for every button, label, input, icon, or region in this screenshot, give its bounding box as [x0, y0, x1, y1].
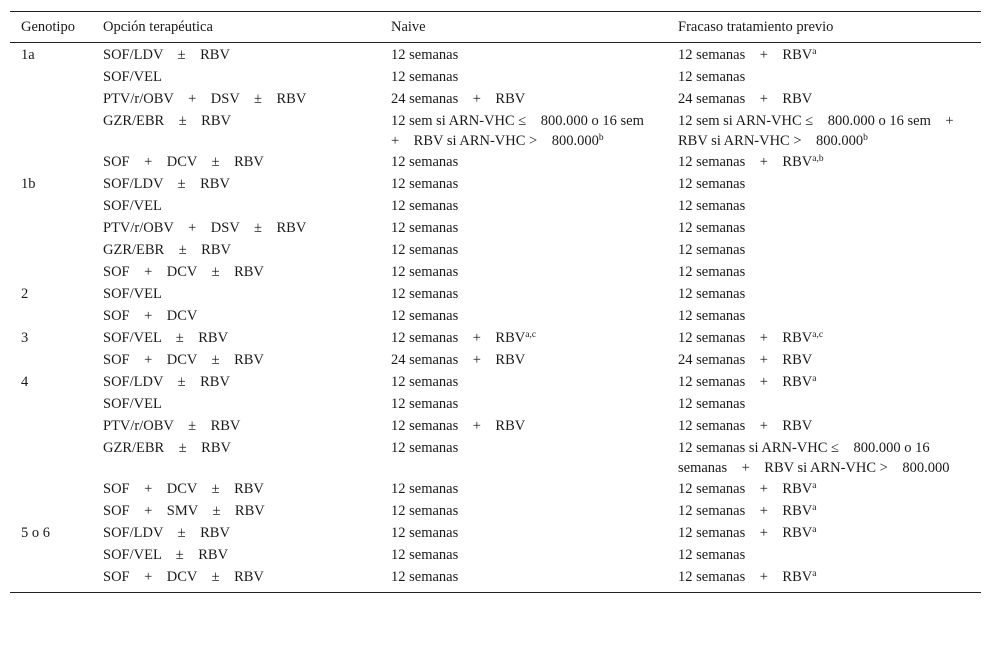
genotype-cell-text: 4	[21, 374, 29, 390]
therapeutic-option-cell-text: PTV/r/OBV ± RBV	[103, 418, 241, 434]
table-row	[10, 437, 981, 478]
header-opcion-terapeutica: Opción terapéutica	[92, 12, 380, 43]
previous-treatment-cell	[667, 151, 981, 173]
table-row	[10, 261, 981, 283]
previous-treatment-cell-text: 12 semanas + RBV	[678, 569, 813, 585]
previous-treatment-cell-text: 12 semanas + RBV	[678, 525, 813, 541]
genotype-cell	[10, 327, 92, 349]
footnote-marker: a	[812, 503, 817, 513]
naive-cell-text: 24 semanas + RBV	[391, 352, 526, 368]
table-row	[10, 66, 981, 88]
therapeutic-option-cell-text: SOF + DCV ± RBV	[103, 352, 264, 368]
previous-treatment-cell	[667, 544, 981, 566]
naive-cell	[380, 393, 667, 415]
naive-cell	[380, 327, 667, 349]
naive-cell-text: 12 semanas	[391, 569, 459, 585]
therapeutic-option-cell	[92, 283, 380, 305]
therapeutic-option-cell-text: SOF/LDV ± RBV	[103, 525, 230, 541]
therapeutic-option-cell	[92, 371, 380, 393]
table-row	[10, 239, 981, 261]
footnote-marker: a	[812, 374, 817, 384]
previous-treatment-cell-text: 12 semanas	[678, 547, 746, 563]
table-row	[10, 522, 981, 544]
genotype-cell	[10, 88, 92, 110]
table-row	[10, 305, 981, 327]
therapeutic-option-cell-text: SOF/LDV ± RBV	[103, 374, 230, 390]
table-row	[10, 195, 981, 217]
therapeutic-option-cell-text: SOF/LDV ± RBV	[103, 176, 230, 192]
naive-cell-text: 12 semanas	[391, 242, 459, 258]
table-row	[10, 327, 981, 349]
genotype-cell	[10, 217, 92, 239]
previous-treatment-cell-text: 12 semanas	[678, 308, 746, 324]
therapeutic-option-cell-text: SOF + SMV ± RBV	[103, 503, 265, 519]
treatment-table	[10, 11, 981, 593]
previous-treatment-cell-text: 12 semanas	[678, 396, 746, 412]
naive-cell	[380, 437, 667, 478]
previous-treatment-cell	[667, 371, 981, 393]
therapeutic-option-cell	[92, 66, 380, 88]
table-row	[10, 415, 981, 437]
naive-cell-text: 12 semanas	[391, 264, 459, 280]
previous-treatment-cell-text: 12 semanas + RBV	[678, 47, 813, 63]
table-row	[10, 217, 981, 239]
footnote-marker: b	[598, 133, 604, 143]
naive-cell-text: 12 semanas	[391, 547, 459, 563]
naive-cell	[380, 66, 667, 88]
naive-cell	[380, 110, 667, 151]
previous-treatment-cell-text: 12 semanas + RBV	[678, 374, 813, 390]
table-row	[10, 393, 981, 415]
therapeutic-option-cell	[92, 566, 380, 593]
naive-cell-text: 12 semanas	[391, 198, 459, 214]
therapeutic-option-cell	[92, 349, 380, 371]
table-row	[10, 371, 981, 393]
naive-cell	[380, 173, 667, 195]
footnote-marker: a,b	[812, 154, 824, 164]
naive-cell-text: 12 sem si ARN-VHC ≤ 800.000 o 16 sem + RBV si ARN-VHC > 800.000	[391, 113, 659, 149]
table-row	[10, 43, 981, 67]
naive-cell	[380, 349, 667, 371]
footnote-marker: a	[812, 481, 817, 491]
previous-treatment-cell	[667, 43, 981, 67]
genotype-cell	[10, 66, 92, 88]
naive-cell-text: 12 semanas + RBV	[391, 418, 526, 434]
previous-treatment-cell	[667, 283, 981, 305]
therapeutic-option-cell-text: SOF/VEL	[103, 286, 162, 302]
genotype-cell	[10, 522, 92, 544]
genotype-cell	[10, 415, 92, 437]
naive-cell	[380, 151, 667, 173]
naive-cell	[380, 371, 667, 393]
therapeutic-option-cell-text: PTV/r/OBV + DSV ± RBV	[103, 91, 307, 107]
naive-cell-text: 12 semanas	[391, 396, 459, 412]
previous-treatment-cell	[667, 66, 981, 88]
therapeutic-option-cell-text: SOF + DCV ± RBV	[103, 569, 264, 585]
naive-cell-text: 24 semanas + RBV	[391, 91, 526, 107]
genotype-cell	[10, 349, 92, 371]
genotype-cell	[10, 371, 92, 393]
genotype-cell	[10, 173, 92, 195]
previous-treatment-cell	[667, 217, 981, 239]
table-row	[10, 283, 981, 305]
previous-treatment-cell-text: 12 semanas + RBV	[678, 503, 813, 519]
genotype-cell	[10, 566, 92, 593]
footnote-marker: a,c	[812, 330, 824, 340]
therapeutic-option-cell	[92, 173, 380, 195]
naive-cell-text: 12 semanas	[391, 525, 459, 541]
naive-cell-text: 12 semanas	[391, 440, 459, 456]
previous-treatment-cell	[667, 88, 981, 110]
therapeutic-option-cell	[92, 393, 380, 415]
therapeutic-option-cell	[92, 110, 380, 151]
therapeutic-option-cell-text: SOF/VEL ± RBV	[103, 547, 229, 563]
therapeutic-option-cell-text: SOF + DCV ± RBV	[103, 264, 264, 280]
header-naive: Naive	[380, 12, 667, 43]
therapeutic-option-cell	[92, 478, 380, 500]
table-row	[10, 349, 981, 371]
previous-treatment-cell-text: 24 semanas + RBV	[678, 352, 813, 368]
therapeutic-option-cell	[92, 151, 380, 173]
previous-treatment-cell	[667, 415, 981, 437]
previous-treatment-cell	[667, 195, 981, 217]
therapeutic-option-cell	[92, 544, 380, 566]
genotype-cell-text: 1a	[21, 47, 35, 63]
previous-treatment-cell-text: 12 semanas	[678, 220, 746, 236]
previous-treatment-cell	[667, 173, 981, 195]
previous-treatment-cell-text: 12 semanas + RBV	[678, 330, 813, 346]
previous-treatment-cell-text: 12 semanas + RBV	[678, 481, 813, 497]
naive-cell-text: 12 semanas	[391, 47, 459, 63]
naive-cell	[380, 239, 667, 261]
therapeutic-option-cell-text: SOF/VEL ± RBV	[103, 330, 229, 346]
naive-cell-text: 12 semanas	[391, 286, 459, 302]
table-row	[10, 151, 981, 173]
previous-treatment-cell	[667, 261, 981, 283]
previous-treatment-cell	[667, 305, 981, 327]
genotype-cell-text: 3	[21, 330, 29, 346]
naive-cell	[380, 195, 667, 217]
previous-treatment-cell-text: 12 semanas si ARN-VHC ≤ 800.000 o 16 semanas + RBV si ARN-VHC > 800.000	[678, 440, 950, 476]
naive-cell-text: 12 semanas	[391, 176, 459, 192]
therapeutic-option-cell-text: GZR/EBR ± RBV	[103, 440, 232, 456]
naive-cell	[380, 283, 667, 305]
genotype-cell	[10, 544, 92, 566]
therapeutic-option-cell-text: PTV/r/OBV + DSV ± RBV	[103, 220, 307, 236]
previous-treatment-cell	[667, 110, 981, 151]
previous-treatment-cell-text: 12 semanas + RBV	[678, 418, 813, 434]
therapeutic-option-cell-text: SOF + DCV ± RBV	[103, 154, 264, 170]
genotype-cell-text: 1b	[21, 176, 36, 192]
table-body	[10, 43, 981, 593]
therapeutic-option-cell	[92, 195, 380, 217]
naive-cell-text: 12 semanas	[391, 503, 459, 519]
therapeutic-option-cell	[92, 305, 380, 327]
genotype-cell-text: 2	[21, 286, 29, 302]
naive-cell	[380, 43, 667, 67]
header-genotipo: Genotipo	[10, 12, 92, 43]
therapeutic-option-cell	[92, 327, 380, 349]
therapeutic-option-cell-text: SOF/VEL	[103, 198, 162, 214]
therapeutic-option-cell-text: SOF + DCV	[103, 308, 198, 324]
naive-cell	[380, 566, 667, 593]
therapeutic-option-cell-text: SOF/VEL	[103, 396, 162, 412]
previous-treatment-cell	[667, 393, 981, 415]
naive-cell	[380, 88, 667, 110]
genotype-cell	[10, 43, 92, 67]
genotype-cell	[10, 151, 92, 173]
genotype-cell	[10, 261, 92, 283]
therapeutic-option-cell-text: SOF + DCV ± RBV	[103, 481, 264, 497]
genotype-cell	[10, 283, 92, 305]
genotype-cell	[10, 305, 92, 327]
therapeutic-option-cell	[92, 522, 380, 544]
therapeutic-option-cell	[92, 500, 380, 522]
header-fracaso-tratamiento-previo: Fracaso tratamiento previo	[667, 12, 981, 43]
naive-cell	[380, 261, 667, 283]
table-row	[10, 500, 981, 522]
genotype-cell	[10, 110, 92, 151]
genotype-cell	[10, 239, 92, 261]
previous-treatment-cell-text: 12 semanas	[678, 69, 746, 85]
naive-cell-text: 12 semanas	[391, 374, 459, 390]
naive-cell	[380, 544, 667, 566]
therapeutic-option-cell	[92, 217, 380, 239]
naive-cell-text: 12 semanas + RBV	[391, 330, 526, 346]
therapeutic-option-cell	[92, 415, 380, 437]
table-header	[10, 12, 981, 43]
previous-treatment-cell	[667, 349, 981, 371]
therapeutic-option-cell	[92, 43, 380, 67]
genotype-cell	[10, 500, 92, 522]
previous-treatment-cell-text: 12 semanas	[678, 264, 746, 280]
genotype-cell	[10, 393, 92, 415]
naive-cell	[380, 522, 667, 544]
naive-cell-text: 12 semanas	[391, 220, 459, 236]
previous-treatment-cell	[667, 522, 981, 544]
therapeutic-option-cell	[92, 437, 380, 478]
footnote-marker: a	[812, 525, 817, 535]
footnote-marker: a	[812, 47, 817, 57]
table-row	[10, 173, 981, 195]
footnote-marker: b	[863, 133, 868, 143]
naive-cell	[380, 217, 667, 239]
previous-treatment-cell-text: 12 sem si ARN-VHC ≤ 800.000 o 16 sem + RBV si ARN-VHC > 800.000	[678, 113, 969, 149]
therapeutic-option-cell-text: SOF/VEL	[103, 69, 162, 85]
therapeutic-option-cell-text: GZR/EBR ± RBV	[103, 113, 232, 129]
therapeutic-option-cell	[92, 239, 380, 261]
genotype-cell-text: 5 o 6	[21, 525, 50, 541]
previous-treatment-cell	[667, 327, 981, 349]
previous-treatment-cell	[667, 566, 981, 593]
previous-treatment-cell-text: 12 semanas	[678, 198, 746, 214]
therapeutic-option-cell	[92, 88, 380, 110]
naive-cell	[380, 478, 667, 500]
table-row	[10, 566, 981, 593]
table-row	[10, 478, 981, 500]
naive-cell	[380, 415, 667, 437]
therapeutic-option-cell-text: SOF/LDV ± RBV	[103, 47, 230, 63]
footnote-marker: a,c	[525, 330, 537, 340]
naive-cell-text: 12 semanas	[391, 481, 459, 497]
previous-treatment-cell	[667, 500, 981, 522]
table-row	[10, 88, 981, 110]
genotype-cell	[10, 437, 92, 478]
previous-treatment-cell-text: 12 semanas + RBV	[678, 154, 813, 170]
header-row	[10, 12, 981, 43]
table-row	[10, 544, 981, 566]
naive-cell	[380, 500, 667, 522]
previous-treatment-cell	[667, 239, 981, 261]
previous-treatment-cell-text: 24 semanas + RBV	[678, 91, 813, 107]
footnote-marker: a	[812, 569, 817, 579]
naive-cell-text: 12 semanas	[391, 308, 459, 324]
naive-cell	[380, 305, 667, 327]
genotype-cell	[10, 478, 92, 500]
therapeutic-option-cell-text: GZR/EBR ± RBV	[103, 242, 232, 258]
previous-treatment-cell-text: 12 semanas	[678, 242, 746, 258]
therapeutic-option-cell	[92, 261, 380, 283]
previous-treatment-cell	[667, 437, 981, 478]
table-row	[10, 110, 981, 151]
previous-treatment-cell-text: 12 semanas	[678, 176, 746, 192]
naive-cell-text: 12 semanas	[391, 154, 459, 170]
genotype-cell	[10, 195, 92, 217]
naive-cell-text: 12 semanas	[391, 69, 459, 85]
previous-treatment-cell	[667, 478, 981, 500]
previous-treatment-cell-text: 12 semanas	[678, 286, 746, 302]
